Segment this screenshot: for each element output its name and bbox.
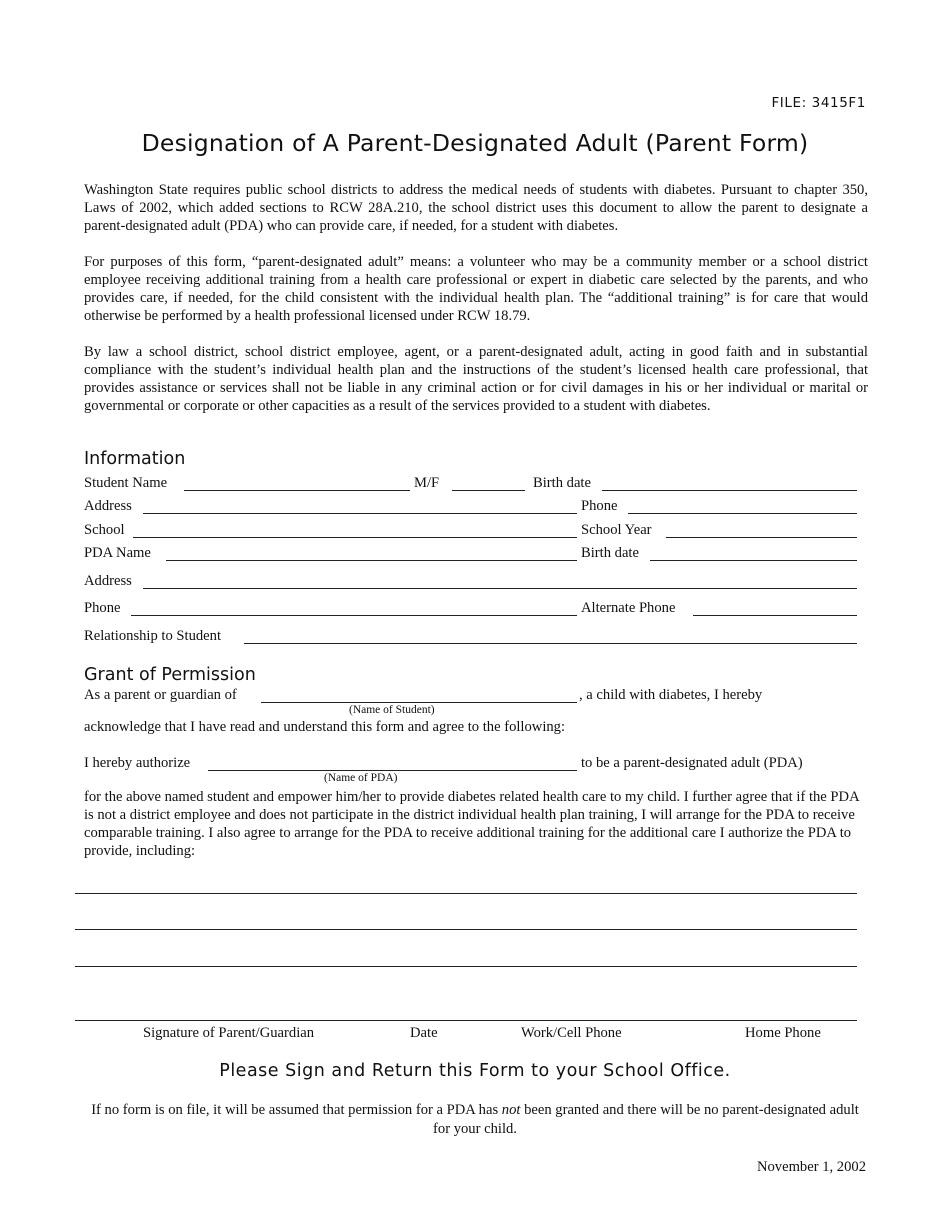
grant-heading: Grant of Permission <box>84 665 256 685</box>
intro-paragraph-1: Washington State requires public school districts to address the medical needs of students with diabetes. Pursuant to chapter 350, Laws of 2002, which added sections to RCW 28A.210, the school district uses this document to allow the parent to designate a parent-designated adult (PDA) who can provide care, if needed, for a student with diabetes. <box>84 182 868 234</box>
additional-care-line-1[interactable] <box>75 893 857 894</box>
mf-label: M/F <box>414 475 440 491</box>
additional-care-line-2[interactable] <box>75 929 857 930</box>
phone-field[interactable] <box>628 513 857 514</box>
intro-paragraph-3: By law a school district, school district employee, agent, or a parent-designated adult, acting in good faith and in substantial compliance with the student’s individual health plan and the instructions of the student’s licensed health care professional, that provides assistance or services shall not be liable in any criminal action or for civil damages in his or her individual or marital or governmental or corporate or other capacities as a result of the services provided to a student with diabetes. <box>84 344 868 414</box>
additional-care-line-3[interactable] <box>75 966 857 967</box>
pda-name-field[interactable] <box>166 560 577 561</box>
school-year-label: School Year <box>581 522 652 538</box>
authorize-prefix: I hereby authorize <box>84 755 191 771</box>
pda-address-field[interactable] <box>143 588 857 589</box>
revision-date: November 1, 2002 <box>756 1159 866 1175</box>
relationship-label: Relationship to Student <box>84 628 222 644</box>
pda-name-label: PDA Name <box>84 545 151 561</box>
grant-body-text: for the above named student and empower him/her to provide diabetes related health care to my child. I further agree that if the PDA is not a district employee and does not participate in the district individual health plan training, I will arrange for the PDA to receive comparable training. I also agree to arrange for the PDA to receive additional training for the additional care I authorize the PDA to provide, including: <box>84 789 859 859</box>
signature-line[interactable] <box>75 1020 857 1021</box>
pda-phone-label: Phone <box>84 600 121 616</box>
school-year-field[interactable] <box>666 537 857 538</box>
page-title: Designation of A Parent-Designated Adult (Parent Form) <box>141 129 809 157</box>
intro-paragraph-2: For purposes of this form, “parent-designated adult” means: a volunteer who may be a community member or a school district employee receiving additional training from a health care professional or expert in diabetic care selected by the parents, and who provides care, if needed, for the child consistent with the individual health plan. The “additional training” is for care that would otherwise be performed by a health professional licensed under RCW 18.79. <box>84 254 868 324</box>
home-phone-label: Home Phone <box>745 1025 821 1041</box>
pda-name-grant-field[interactable] <box>208 770 577 771</box>
relationship-field[interactable] <box>244 643 857 644</box>
authorize-suffix: to be a parent-designated adult (PDA) <box>581 755 803 771</box>
file-id: FILE: 3415F1 <box>771 95 866 111</box>
student-name-grant-field[interactable] <box>261 702 577 703</box>
work-cell-phone-label: Work/Cell Phone <box>521 1025 622 1041</box>
birth-date-field[interactable] <box>602 490 857 491</box>
address-field[interactable] <box>143 513 577 514</box>
signature-label: Signature of Parent/Guardian <box>143 1025 315 1041</box>
student-name-field[interactable] <box>184 490 410 491</box>
acknowledge-text: acknowledge that I have read and understand this form and agree to the following: <box>84 719 566 735</box>
date-label: Date <box>410 1025 438 1041</box>
information-heading: Information <box>84 449 186 469</box>
pda-address-label: Address <box>84 573 132 589</box>
name-of-pda-caption: (Name of PDA) <box>324 772 398 784</box>
no-form-note-emphasis: not <box>501 1102 521 1118</box>
no-form-note-end: been granted and there will be no parent-designated adult for your child. <box>433 1102 859 1137</box>
name-of-student-caption: (Name of Student) <box>349 704 435 716</box>
school-label: School <box>84 522 125 538</box>
school-field[interactable] <box>133 537 577 538</box>
pda-phone-field[interactable] <box>131 615 577 616</box>
mf-field[interactable] <box>452 490 525 491</box>
parent-guardian-prefix: As a parent or guardian of <box>84 687 237 703</box>
no-form-note-start: If no form is on file, it will be assumed that permission for a PDA has <box>91 1102 502 1118</box>
pda-birth-date-label: Birth date <box>581 545 639 561</box>
parent-guardian-suffix: , a child with diabetes, I hereby <box>579 687 763 703</box>
phone-label: Phone <box>581 498 618 514</box>
student-name-label: Student Name <box>84 475 168 491</box>
alternate-phone-field[interactable] <box>693 615 857 616</box>
return-notice: Please Sign and Return this Form to your School Office. <box>219 1061 731 1081</box>
alternate-phone-label: Alternate Phone <box>581 600 676 616</box>
pda-birth-date-field[interactable] <box>650 560 857 561</box>
address-label: Address <box>84 498 132 514</box>
birth-date-label: Birth date <box>533 475 591 491</box>
no-form-note <box>90 1101 860 1139</box>
